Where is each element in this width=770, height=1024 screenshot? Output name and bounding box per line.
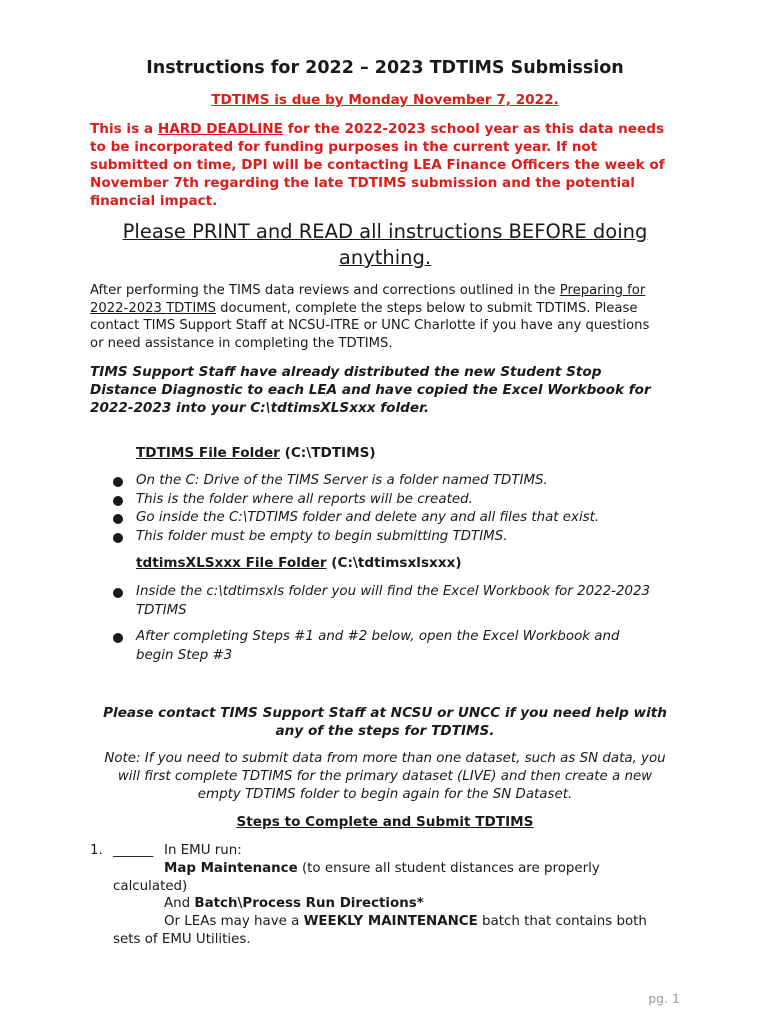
hard-deadline-paragraph [90, 120, 690, 210]
dataset-note: Note: If you need to submit data from more than one dataset, such as SN data, you will first complete TDTIMS for the primary dataset (LIVE) and then create a new empty TDTIMS folder to begin again for the SN Dataset. [104, 751, 666, 802]
preparing-doc-link[interactable]: Preparing for [559, 283, 646, 298]
intro-line-4: or need assistance in completing the TDTIMS. [90, 335, 393, 351]
page-title: Instructions for 2022 – 2023 TDTIMS Submission [146, 58, 624, 78]
bullet-icon [113, 633, 123, 643]
batch-process-label: Batch\Process Run Directions* [194, 896, 424, 912]
list-item: Go inside the C:\TDTIMS folder and delete any and all files that exist. [136, 509, 599, 528]
xls-folder-heading: tdtimsXLSxxx File Folder (C:\tdtimsxlsxxx) [136, 555, 462, 571]
deadline-line-5: financial impact. [90, 193, 218, 209]
contact-support-notice: Please contact TIMS Support Staff at NCSU or UNCC if you need help with any of the steps for TDTIMS. [103, 705, 667, 739]
page-number: pg. 1 [648, 991, 680, 1006]
intro-line-2: 2022-2023 TDTIMS document, complete the steps below to submit TDTIMS. Please [90, 300, 638, 316]
bullet-icon [113, 533, 123, 543]
deadline-line-3: submitted on time, DPI will be contacting LEA Finance Officers the week of [90, 157, 665, 173]
bullet-icon [113, 477, 123, 487]
bullet-icon [113, 588, 123, 598]
list-item: Inside the c:\tdtimsxls folder you will find the Excel Workbook for 2022-2023 TDTIMS [136, 583, 650, 620]
preparing-doc-link-cont[interactable]: 2022-2023 TDTIMS [90, 300, 216, 316]
deadline-line-1: This is a HARD DEADLINE for the 2022-2023 school year as this data needs [90, 121, 665, 137]
weekly-maintenance-label: WEEKLY MAINTENANCE [303, 914, 478, 930]
step-check-blank[interactable]: ______ [113, 843, 154, 858]
steps-heading: Steps to Complete and Submit TDTIMS [236, 814, 534, 830]
step-number: 1. [90, 843, 103, 858]
deadline-line-4: November 7th regarding the late TDTIMS submission and the potential [90, 175, 635, 191]
intro-line-1: After performing the TIMS data reviews and corrections outlined in the Preparing for [90, 283, 646, 298]
list-item: After completing Steps #1 and #2 below, open the Excel Workbook and begin Step #3 [136, 628, 619, 665]
bullet-icon [113, 514, 123, 524]
map-maintenance-label: Map Maintenance [164, 860, 298, 876]
intro-line-3: contact TIMS Support Staff at NCSU-ITRE or UNC Charlotte if you have any questions [90, 318, 650, 334]
intro-paragraph [90, 282, 690, 352]
diagnostic-paragraph: TIMS Support Staff have already distributed the new Student Stop Distance Diagnostic to each LEA and have copied the Excel Workbook for 2022-2023 into your C:\tdtimsXLSxxx folder. [90, 364, 651, 416]
deadline-line-2: to be incorporated for funding purposes in the current year. If not [90, 139, 598, 155]
list-item: This is the folder where all reports will be created. [136, 491, 473, 510]
tdtims-folder-heading: TDTIMS File Folder (C:\TDTIMS) [136, 445, 376, 461]
print-read-heading: Please PRINT and READ all instructions BEFORE doing anything. [122, 220, 648, 269]
list-item: On the C: Drive of the TIMS Server is a folder named TDTIMS. [136, 472, 548, 491]
bullet-icon [113, 496, 123, 506]
hard-deadline-emphasis: HARD DEADLINE [157, 121, 283, 137]
list-item: This folder must be empty to begin submitting TDTIMS. [136, 528, 508, 547]
step-1: 1. ______ In EMU run: Map Maintenance (to ensure all student distances are properly calculated) And Batch\Process Run Directions* Or LEAs may have a WEEKLY MAINTENANCE batch that contains both sets of EMU Utilities. [90, 843, 647, 947]
due-date-notice: TDTIMS is due by Monday November 7, 2022. [211, 92, 559, 108]
